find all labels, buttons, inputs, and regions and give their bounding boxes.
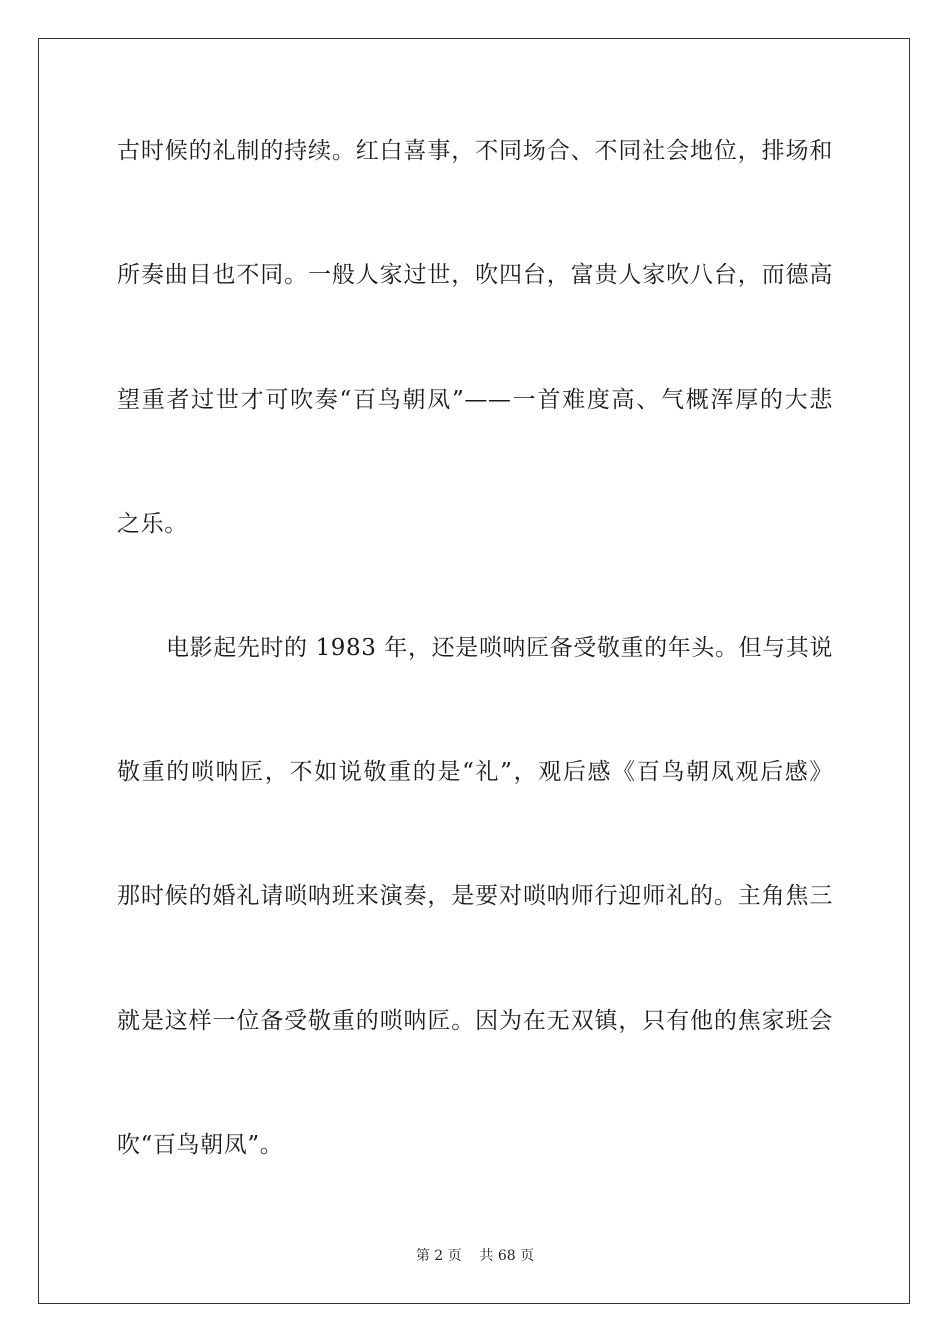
text-line-7: 那时候的婚礼请唢呐班来演奏，是要对唢呐师行迎师礼的。主角焦三 xyxy=(117,883,833,909)
text-line-8: 就是这样一位备受敬重的唢呐匠。因为在无双镇，只有他的焦家班会 xyxy=(117,1008,833,1034)
page-border xyxy=(38,38,910,1304)
text-line-6: 敬重的唢呐匠，不如说敬重的是“礼”，观后感《百鸟朝凤观后感》 xyxy=(117,759,833,785)
text-line-4: 之乐。 xyxy=(117,511,188,537)
page-number-footer: 第 2 页 共 68 页 xyxy=(415,1248,535,1264)
text-line-5: 电影起先时的 1983 年，还是唢呐匠备受敬重的年头。但与其说 xyxy=(166,635,833,661)
text-line-9: 吹“百鸟朝凤”。 xyxy=(117,1132,284,1158)
text-line-3: 望重者过世才可吹奏“百鸟朝凤”——一首难度高、气概浑厚的大悲 xyxy=(117,387,833,413)
text-line-1: 古时候的礼制的持续。红白喜事，不同场合、不同社会地位，排场和 xyxy=(117,138,833,164)
text-line-2: 所奏曲目也不同。一般人家过世，吹四台，富贵人家吹八台，而德高 xyxy=(117,262,833,288)
